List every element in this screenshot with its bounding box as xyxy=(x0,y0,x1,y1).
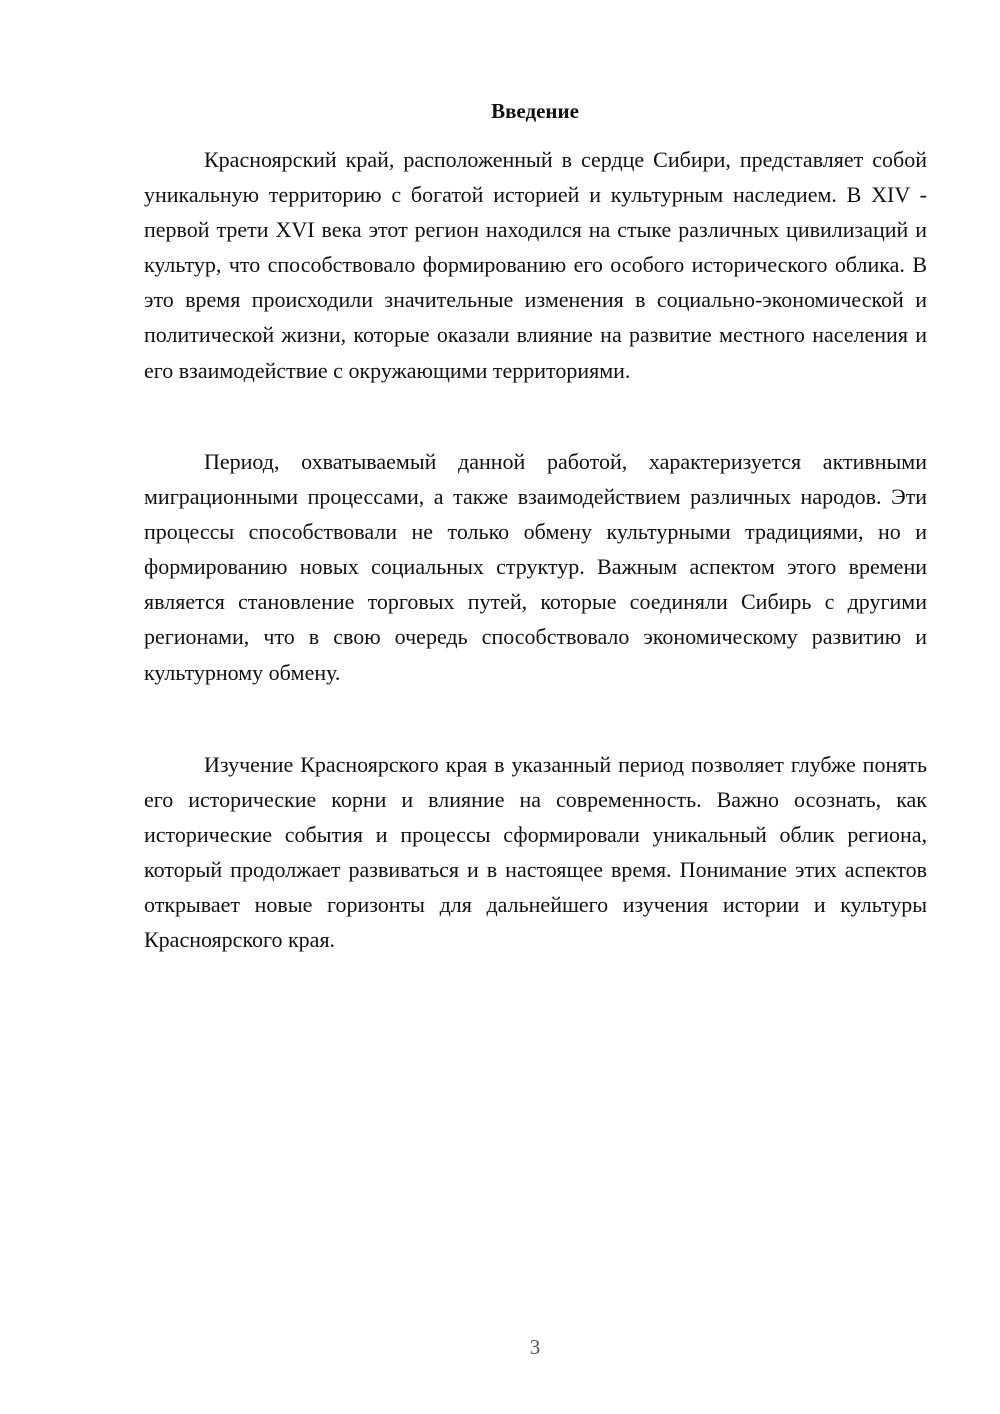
paragraph-period: Период, охватываемый данной работой, характеризуется активными миграционными процессами, а также взаимодействием различных народов. Эти процессы способствовали не только обмену культурными традициями, но и формированию новых социальных структур. Важным аспектом этого времени является становление торговых путей, которые соединяли Сибирь с другими регионами, что в свою очередь способствовало экономическому развитию и культурному обмену. xyxy=(144,449,927,685)
page-title: Введение xyxy=(491,99,579,123)
paragraph-intro: Красноярский край, расположенный в сердце Сибири, представляет собой уникальную территорию с богатой историей и культурным наследием. В XIV - первой трети XVI века этот регион находился на стыке различных цивилизаций и культур, что способствовало формированию его особого исторического облика. В это время происходили значительные изменения в социально-экономической и политической жизни, которые оказали влияние на развитие местного населения и его взаимодействие с окружающими территориями. xyxy=(144,147,927,383)
paragraph-study: Изучение Красноярского края в указанный период позволяет глубже понять его исторические корни и влияние на современность. Важно осознать, как исторические события и процессы сформировали уникальный облик региона, который продолжает развиваться и в настоящее время. Понимание этих аспектов открывает новые горизонты для дальнейшего изучения истории и культуры Красноярского края. xyxy=(144,752,927,953)
page-number: 3 xyxy=(529,1335,541,1359)
